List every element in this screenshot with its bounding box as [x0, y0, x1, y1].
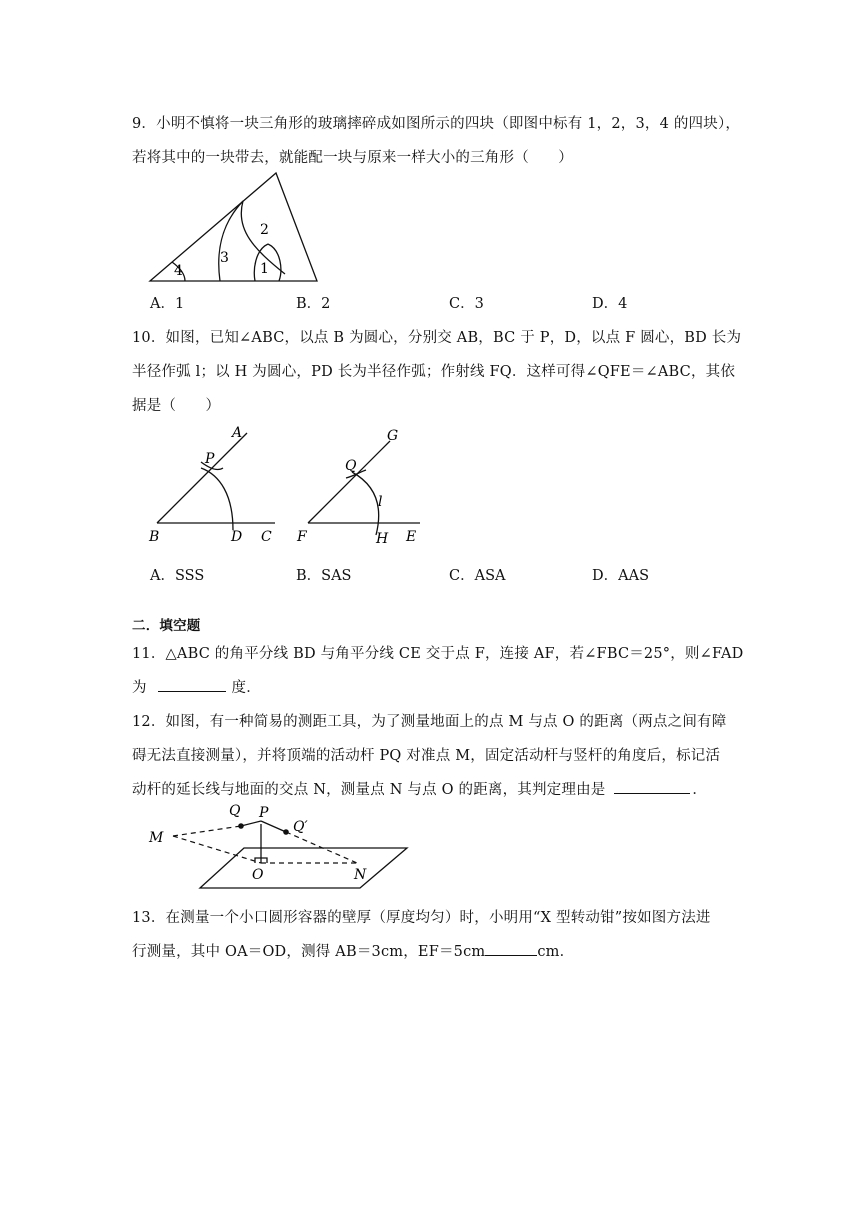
- q9-option-a: A．1: [150, 296, 185, 312]
- q9-triangle-figure: [145, 170, 325, 286]
- q11-line-2-prefix: 为: [132, 680, 147, 696]
- point-q-prime-marker: [283, 829, 289, 835]
- fig9-label-3: 3: [220, 250, 229, 266]
- q9-line-2: 若将其中的一块带去，就能配一块与原来一样大小的三角形（ ）: [132, 150, 573, 166]
- q10-line-2: 半径作弧 l；以 H 为圆心，PD 长为半径作弧；作射线 FQ．这样可得∠QFE＝∠ABC，其依: [132, 364, 736, 380]
- fig9-label-1: 1: [260, 261, 269, 277]
- fig10b-label-f: F: [297, 529, 307, 545]
- q13-answer-blank[interactable]: [485, 941, 537, 956]
- fig10b-label-q: Q: [345, 458, 357, 474]
- fig10a-label-a: A: [232, 425, 243, 441]
- q10-option-a: A．SSS: [150, 568, 205, 584]
- fig10b-label-e: E: [406, 529, 417, 545]
- q10-option-c: C．ASA: [449, 568, 506, 584]
- fig12-label-q-prime: Q′: [293, 819, 308, 835]
- fig12-label-o: O: [252, 867, 264, 883]
- q12-line-2: 碍无法直接测量），并将顶端的活动杆 PQ 对准点 M，固定活动杆与竖杆的角度后，标记活: [132, 748, 721, 764]
- q12-line-3-suffix: ．: [692, 782, 708, 798]
- section-heading-fill-in: 二．填空题: [132, 618, 201, 634]
- q9-option-b: B．2: [296, 296, 331, 312]
- q13-line-2-prefix: 行测量，其中 OA＝OD，测得 AB＝3cm，EF＝5cm: [132, 944, 486, 960]
- fig12-label-q: Q: [229, 803, 241, 819]
- q11-line-2: [132, 676, 261, 697]
- q13-line-2-suffix: cm．: [537, 944, 575, 960]
- fig10a-label-p: P: [205, 451, 215, 467]
- q9-line-1: 9．小明不慎将一块三角形的玻璃摔碎成如图所示的四块（即图中标有 1，2，3，4 的四块），: [132, 116, 741, 132]
- point-q-marker: [238, 823, 244, 829]
- q12-rangefinder-figure: [145, 800, 415, 892]
- fig10b-label-l: l: [378, 494, 383, 510]
- q10-angle-abc-figure: [145, 420, 285, 550]
- q9-option-c: C．3: [449, 296, 484, 312]
- q13-line-2: [132, 940, 574, 961]
- fig10a-label-c: C: [261, 529, 272, 545]
- fig12-label-m: M: [149, 830, 164, 846]
- fig12-label-p: P: [259, 805, 269, 821]
- q12-line-1: 12．如图，有一种简易的测距工具，为了测量地面上的点 M 与点 O 的距离（两点之间有障: [132, 714, 727, 730]
- fig12-label-n: N: [354, 867, 367, 883]
- q11-answer-blank[interactable]: [158, 677, 226, 692]
- fig10a-label-d: D: [231, 529, 243, 545]
- fig9-label-2: 2: [260, 222, 269, 238]
- q10-angle-qfe-figure: [290, 420, 430, 550]
- q11-line-1: 11．△ABC 的角平分线 BD 与角平分线 CE 交于点 F，连接 AF，若∠FBC＝25°，则∠FAD: [132, 646, 744, 662]
- q10-line-3: 据是（ ）: [132, 398, 221, 414]
- q11-line-2-suffix: 度．: [231, 680, 261, 696]
- q10-line-1: 10．如图，已知∠ABC，以点 B 为圆心，分别交 AB，BC 于 P，D，以点 F 圆心，BD 长为: [132, 330, 742, 346]
- q12-line-3: [132, 778, 707, 799]
- q12-line-3-prefix: 动杆的延长线与地面的交点 N，测量点 N 与点 O 的距离，其判定理由是: [132, 782, 606, 798]
- fig10b-label-h: H: [376, 531, 389, 547]
- q13-line-1: 13．在测量一个小口圆形容器的壁厚（厚度均匀）时，小明用“X 型转动钳”按如图方法进: [132, 910, 711, 926]
- q10-option-d: D．AAS: [592, 568, 650, 584]
- q10-option-b: B．SAS: [296, 568, 352, 584]
- q9-option-d: D．4: [592, 296, 628, 312]
- q12-answer-blank[interactable]: [614, 779, 690, 794]
- fig10b-label-g: G: [387, 428, 399, 444]
- fig10a-label-b: B: [149, 529, 160, 545]
- fig9-label-4: 4: [174, 263, 183, 279]
